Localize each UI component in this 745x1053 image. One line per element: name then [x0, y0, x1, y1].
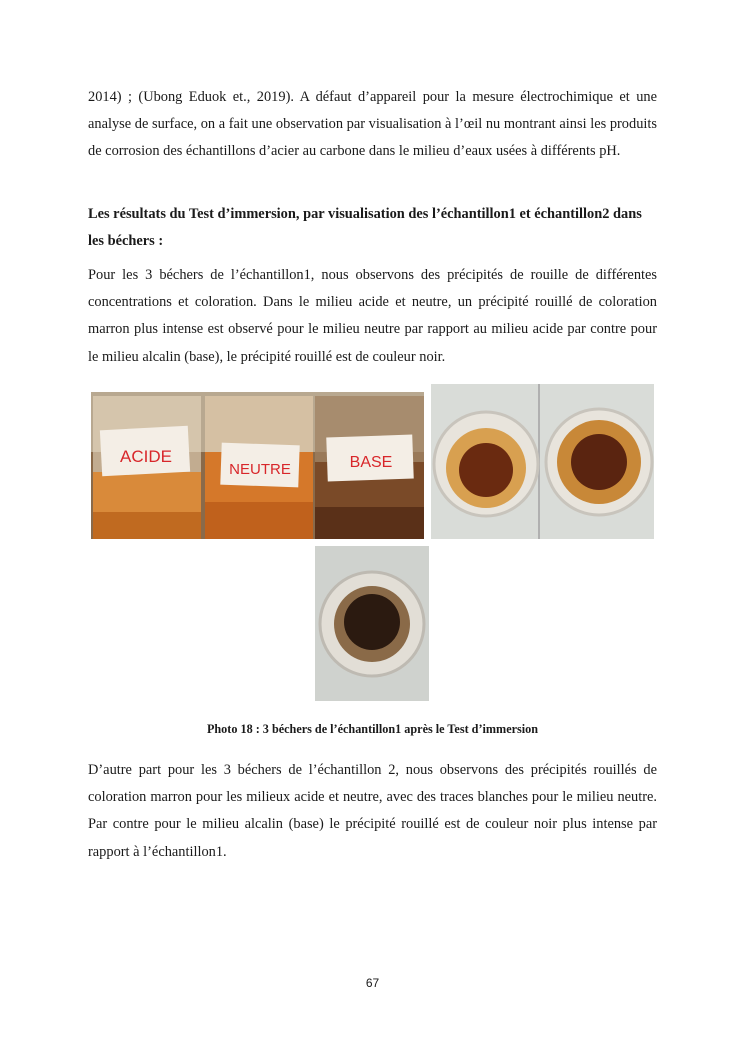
paragraph-sample1: Pour les 3 béchers de l’échantillon1, nous observons des précipités de rouille de différentes concentrations et coloration. Dans le milieu acide et neutre, un précipité rouillé de coloration marron plus intense est observé pour le milieu neutre par rapport au milieu acide par contre pour le milieu alcalin (base), le précipité rouillé est de couleur noir. [88, 267, 657, 365]
top-view-illustration-1 [431, 384, 654, 539]
photo-caption: Photo 18 : 3 béchers de l’échantillon1 après le Test d’immersion [206, 722, 539, 736]
paragraph-sample2: D’autre part pour les 3 béchers de l’échantillon 2, nous observons des précipités rouillés de coloration marron pour les milieux acide et neutre, avec des traces blanches pour le milieu neutre. Par contre pour le milieu alcalin (base) le précipité rouillé est de couleur noir plus intense par rapport à l’échantillon1. [88, 762, 657, 860]
beaker-neutre [205, 396, 313, 539]
beaker-base-label: BASE [349, 454, 393, 471]
top-view-photo-1 [431, 384, 654, 539]
paragraph-intro: 2014) ; (Ubong Eduok et., 2019). A défaut d’appareil pour la mesure électrochimique et une analyse de surface, on a fait une observation par visualisation à l’œil nu montrant ainsi les produits de corrosion des échantillons d’acier au carbone dans le milieu d’eaux usées à différents pH. [88, 89, 657, 160]
page-number: 67 [365, 976, 380, 990]
beaker-acide [93, 396, 201, 539]
beakers-illustration [91, 392, 424, 539]
beaker-neutre-label: NEUTRE [229, 461, 291, 478]
top-view-photo-2 [315, 546, 429, 701]
top-view-illustration-2 [315, 546, 429, 701]
beaker-acide-label: ACIDE [120, 447, 172, 466]
beakers-photo [91, 392, 424, 539]
section-heading: Les résultats du Test d’immersion, par visualisation des l’échantillon1 et échantillon2 dans les béchers : [88, 206, 642, 250]
beaker-base [315, 396, 424, 539]
